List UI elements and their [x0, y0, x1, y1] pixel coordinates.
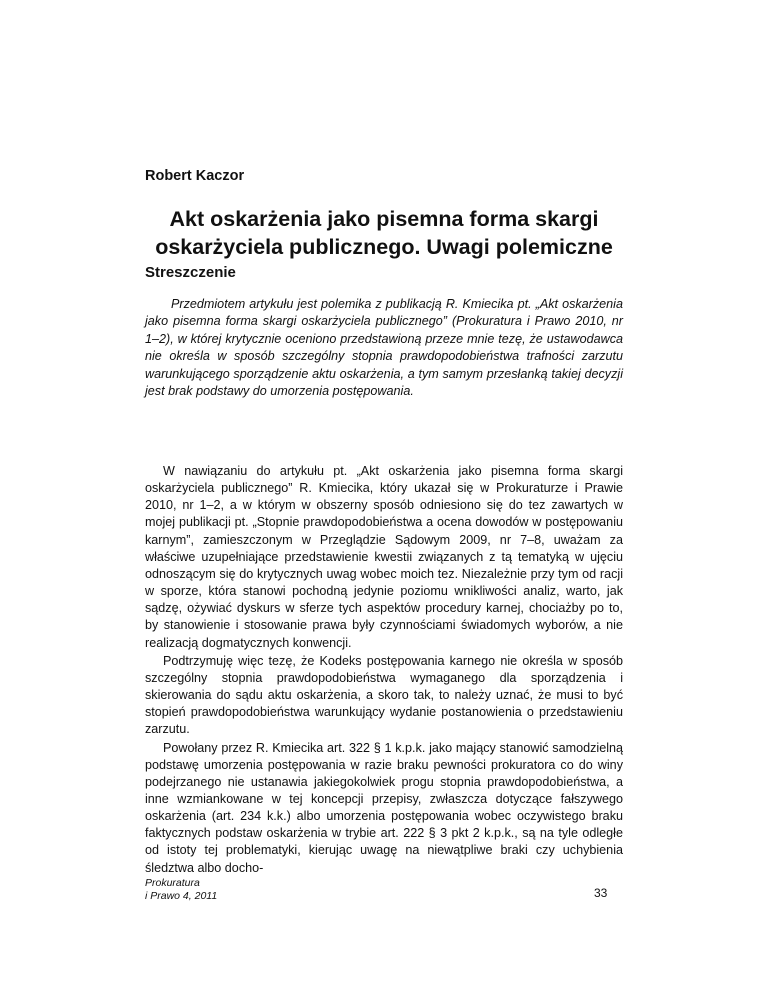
article-title-line-1: Akt oskarżenia jako pisemna forma skargi: [169, 207, 599, 231]
abstract-text: Przedmiotem artykułu jest polemika z publikacją R. Kmiecika pt. „Akt oskarżenia jako pisemna forma skargi oskarżyciela publicznego” (Prokuratura i Prawo 2010, nr 1–2), w której krytycznie oceniono przedstawioną przeze mnie tezę, że ustawodawca nie określa w sposób szczególny stopnia prawdopodobieństwa trafności zarzutu warunkującego sporządzenie aktu oskarżenia, a tym samym przesłanką takiej decyzji jest brak podstawy do umorzenia postępowania.: [145, 297, 623, 399]
body-paragraph-2: Podtrzymuję więc tezę, że Kodeks postępowania karnego nie określa w sposób szczególny stopnia prawdopodobieństwa wymaganego dla sporządzenia i skierowania do sądu aktu oskarżenia, a skoro tak, to należy uznać, że musi to być stopień prawdopodobieństwa warunkujący wydanie postanowienia o przedstawieniu zarzutu.: [145, 653, 623, 737]
body-paragraph-3: Powołany przez R. Kmiecika art. 322 § 1 k.p.k. jako mający stanowić samodzielną podstawę umorzenia postępowania w razie braku pewności prokuratora co do winy podejrzanego nie ustanawia jakiegokolwiek progu stopnia prawdopodobieństwa, a inne wzmiankowane w tej koncepcji przepisy, zwłaszcza dotyczące fałszywego oskarżenia (art. 234 k.k.) albo umorzenia postępowania wobec oczywistego braku faktycznych podstaw oskarżenia w trybie art. 222 § 3 pkt 2 k.p.k., są na tyle odległe od istoty tej problematyki, kierując uwagę na niewątpliwe braki czy uchybienia śledztwa albo docho-: [145, 740, 623, 875]
article-body: [145, 463, 623, 878]
abstract-heading: Streszczenie: [145, 264, 236, 281]
article-title-line-2: oskarżyciela publicznego. Uwagi polemiczne: [155, 235, 613, 259]
article-title: [120, 205, 648, 261]
author-name: Robert Kaczor: [145, 168, 245, 184]
body-paragraph-1: W nawiązaniu do artykułu pt. „Akt oskarżenia jako pisemna forma skargi oskarżyciela publicznego” R. Kmiecika, który ukazał się w Prokuraturze i Prawie 2010, nr 1–2, a w którym w obszerny sposób odniesiono się do tez zawartych w mojej publikacji pt. „Stopnie prawdopodobieństwa a ocena dowodów w postępowaniu karnym”, zamieszczonym w Przeglądzie Sądowym 2009, nr 7–8, uważam za właściwe uzupełniające przedstawienie kwestii związanych z tą tematyką w ujęciu odnoszącym się do krytycznych uwag wobec moich tez. Niezależnie przy tym od racji w sporze, która stanowi pochodną jedynie poziomu wnikliwości analiz, warto, jak sądzę, ożywiać dyskurs w sferze tych aspektów procedury karnej, chociażby po to, by stanowienie i stosowanie prawa były czynnościami świadomych wyborów, a nie realizacją dogmatycznych konwencji.: [145, 464, 623, 650]
footer-journal-info: [145, 877, 217, 903]
page-number: 33: [594, 886, 608, 900]
footer-journal-name: Prokuratura: [145, 877, 200, 889]
footer-journal-issue: i Prawo 4, 2011: [145, 890, 218, 902]
